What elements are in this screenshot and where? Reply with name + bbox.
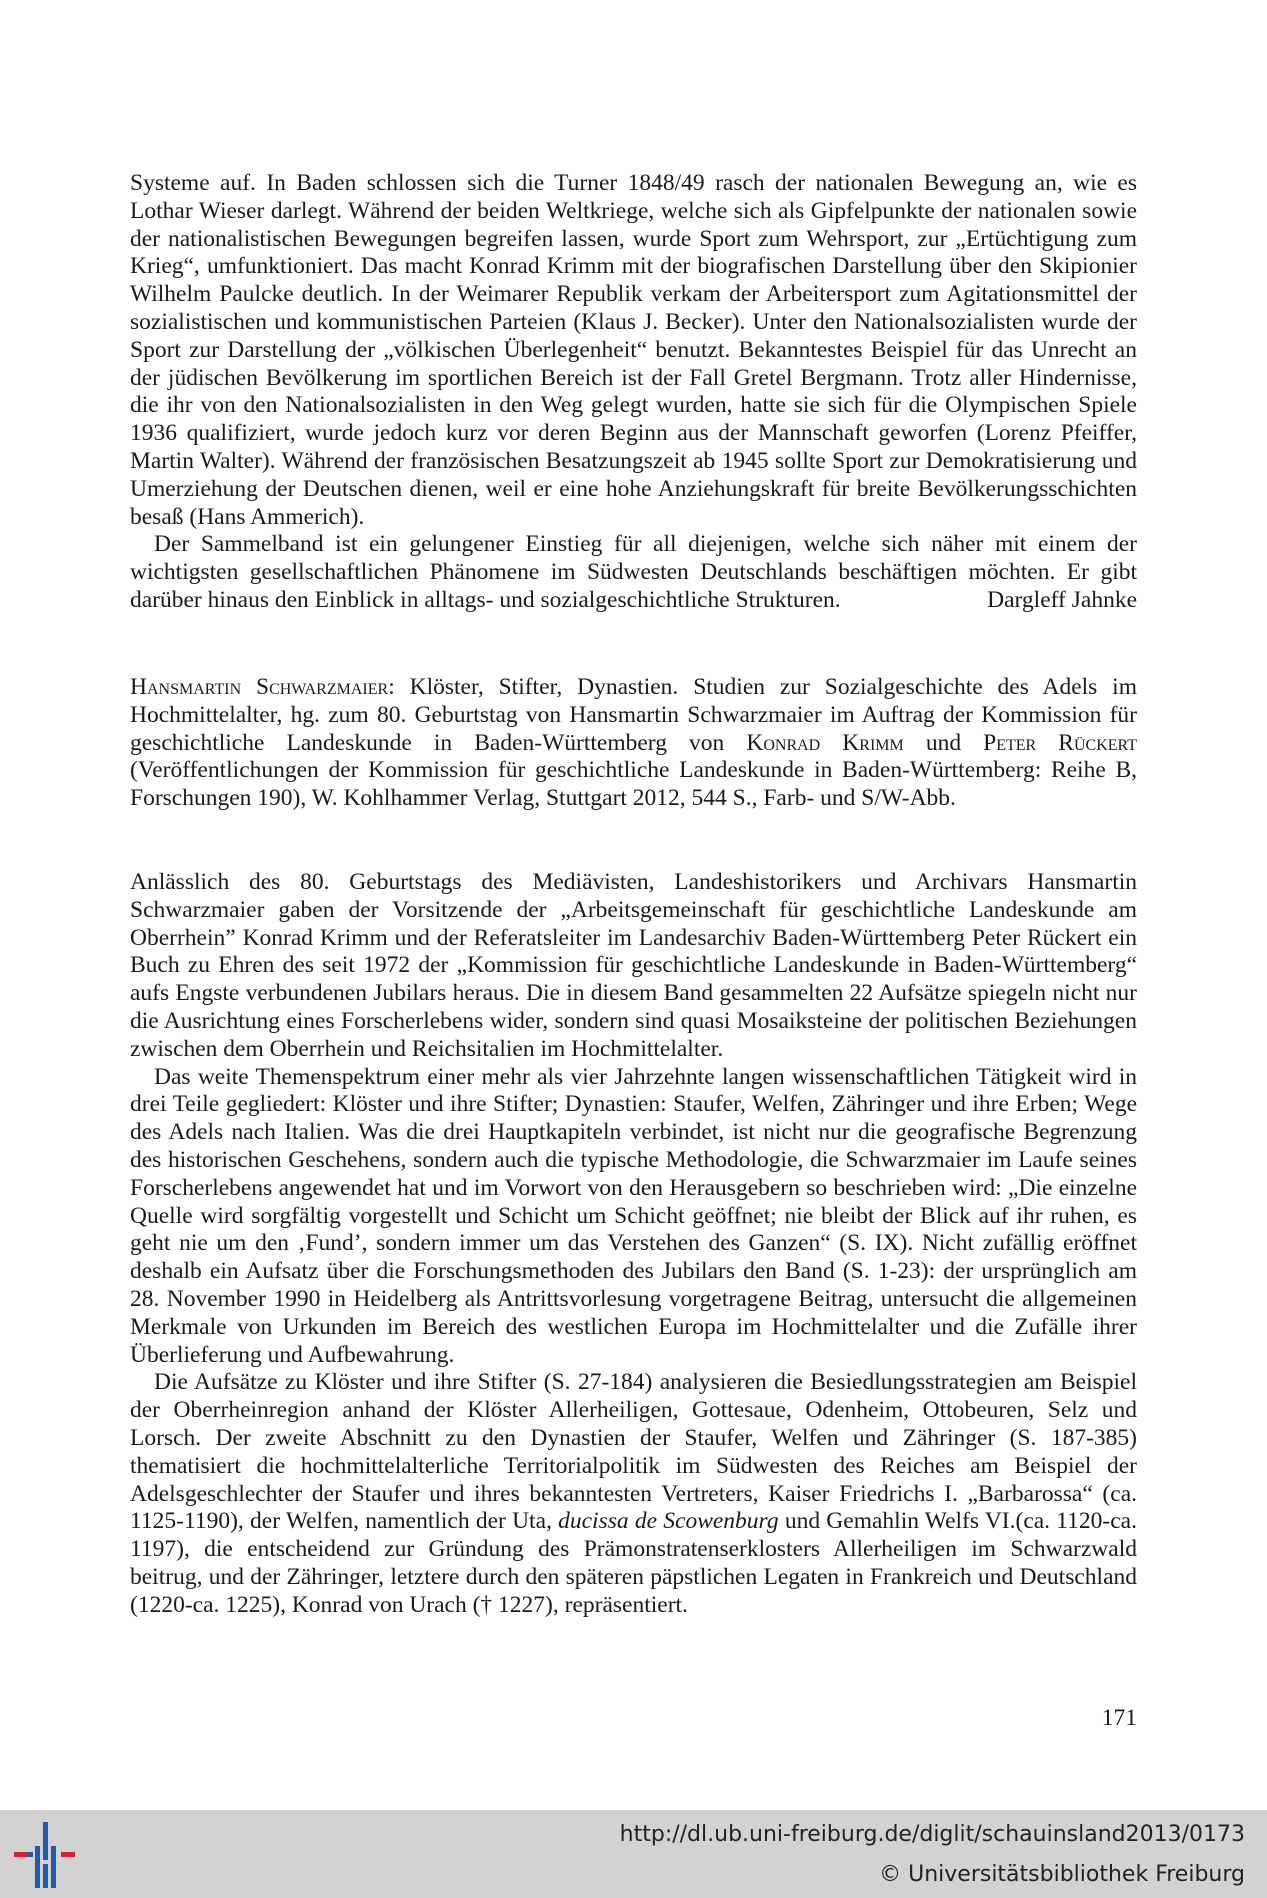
review-1-paragraph-2 <box>130 531 1137 614</box>
review-2-body <box>130 869 1137 1620</box>
review-2-paragraph-3 <box>130 1369 1137 1619</box>
permalink-url[interactable]: http://dl.ub.uni-freiburg.de/diglit/schauinsland2013/0173 <box>619 1822 1245 1847</box>
review-1-paragraph-1: Systeme auf. In Baden schlossen sich die Turner 1848/49 rasch der nationalen Bewegung an, wie es Lothar Wieser darlegt. Während der beiden Weltkriege, welche sich als Gipfelpunkte der nationalen sowie der nationalistischen Bewegungen begreifen lassen, wurde Sport zum Wehrsport, zur „Ertüchtigung zum Krieg“, umfunktioniert. Das macht Konrad Krimm mit der biografischen Darstellung über den Skipionier Wilhelm Paulcke deutlich. In der Weimarer Republik verkam der Arbeitersport zum Agitationsmittel der sozialistischen und kommunistischen Parteien (Klaus J. Becker). Unter den Nationalsozialisten wurde der Sport zur Darstellung der „völkischen Überlegenheit“ benutzt. Bekanntestes Beispiel für das Unrecht an der jüdischen Bevölkerung im sportlichen Bereich ist der Fall Gretel Bergmann. Trotz aller Hindernisse, die ihr von den Nationalsozialisten in den Weg gelegt wurden, hatte sie sich für die Olympischen Spiele 1936 qualifiziert, wurde jedoch kurz vor deren Beginn aus der Mannschaft geworfen (Lorenz Pfeiffer, Martin Walter). Während der französischen Besatzungszeit ab 1945 sollte Sport zur Demokratisierung und Umerziehung der Deutschen dienen, weil er eine hohe Anziehungskraft für breite Bevölkerungsschichten besaß (Hans Ammerich). <box>130 170 1137 530</box>
review-2-paragraph-3-text-b: und Gemahlin Welfs VI.(ca. 1120-ca. 1197), die entscheidend zur Gründung des Prämonstratenserklosters Allerheiligen im Schwarzwald beitrug, und der Zähringer, letztere durch den späteren päpstlichen Legaten in Frankreich und Deutschland (1220-ca. 1225), Konrad von Urach († 1227), repräsentiert. <box>130 1508 1137 1618</box>
review-2-paragraph-3-text-a: Die Aufsätze zu Klöster und ihre Stifter (S. 27-184) analysieren die Besiedlungsstrategien am Beispiel der Oberrheinregion anhand der Klöster Allerheiligen, Gottesaue, Odenheim, Ottobeuren, Selz und Lorsch. Der zweite Abschnitt zu den Dynastien der Staufer, Welfen und Zähringer (S. 187-385) thematisiert die hochmittelalterliche Territorialpolitik im Südwesten des Reiches am Beispiel der Adelsgeschlechter der Staufer und ihres bekanntesten Vertreters, Kaiser Friedrichs I. „Barbarossa“ (ca. 1125-1190), der Welfen, namentlich der Uta, <box>130 1369 1137 1535</box>
review-1-signature: Dargleff Jahnke <box>987 586 1137 613</box>
review-1-body <box>130 170 1137 615</box>
library-logo-icon <box>14 1822 84 1888</box>
review-2-title-part2: (Veröffentlichungen der Kommission für geschichtliche Landeskunde in Baden-Württemberg: Reihe B, Forschungen 190), W. Kohlhammer Verlag, Stuttgart 2012, 544 S., Farb- und S/W-Abb. <box>130 757 1137 812</box>
copyright-notice: © Universitätsbibliothek Freiburg <box>879 1862 1245 1887</box>
review-1-paragraph-2-text: Der Sammelband ist ein gelungener Einstieg für all diejenigen, welche sich näher mit einem der wichtigsten gesellschaftlichen Phänomene im Südwesten Deutschlands beschäftigen möchten. Er gibt darüber hinaus den Einblick in alltags- und sozialgeschichtliche Strukturen. <box>130 531 1137 613</box>
review-2-editor-2: Peter Rückert <box>983 729 1138 756</box>
footer-band <box>0 1810 1267 1898</box>
review-2-and: und <box>903 729 984 756</box>
review-2-editor-1: Konrad Krimm <box>746 729 904 756</box>
review-2-paragraph-2: Das weite Themenspektrum einer mehr als vier Jahrzehnte langen wissenschaftlichen Tätigkeit wird in drei Teile gegliedert: Klöster und ihre Stifter; Dynastien: Staufer, Welfen, Zähringer und ihre Erben; Wege des Adels nach Italien. Was die drei Hauptkapiteln verbindet, ist nicht nur die geografische Begrenzung des historischen Geschehens, sondern auch die typische Methodologie, die Schwarzmaier im Laufe seines Forscherlebens angewendet hat und im Vorwort von den Herausgebern so beschrieben wird: „Die einzelne Quelle wird sorgfältig vorgestellt und Schicht um Schicht geöffnet; nie bleibt der Blick auf ihr ruhen, es geht nie um den ‚Fund’, sondern immer um das Verstehen des Ganzen“ (S. IX). Nicht zufällig eröffnet deshalb ein Aufsatz über die Forschungsmethoden des Jubilars den Band (S. 1-23): der ursprünglich am 28. November 1990 in Heidelberg als Antrittsvorlesung vorgetragene Beitrag, untersucht die allgemeinen Merkmale von Urkunden im Bereich des westlichen Europa im Hochmittelalter und die Zufälle ihrer Überlieferung und Aufbewahrung. <box>130 1063 1137 1368</box>
review-2-title-part1: : Klöster, Stifter, Dynastien. Studien zur Sozialgeschichte des Adels im Hochmittelalter, hg. zum 80. Geburtstag von Hansmartin Schwarzmaier im Auftrag der Kommission für geschichtliche Landeskunde in Baden-Württemberg von <box>130 674 1137 756</box>
review-2-paragraph-3-italic: ducissa de Scowenburg <box>558 1508 779 1535</box>
review-2-author: Hansmartin Schwarzmaier <box>130 674 389 700</box>
review-2-bibliographic-heading <box>130 674 1137 813</box>
review-2-paragraph-1: Anlässlich des 80. Geburtstags des Mediävisten, Landeshistorikers und Archivars Hansmartin Schwarzmaier gaben der Vorsitzende der „Arbeitsgemeinschaft für geschichtliche Landeskunde am Oberrhein” Konrad Krimm und der Referatsleiter im Landesarchiv Baden-Württemberg Peter Rückert ein Buch zu Ehren des seit 1972 der „Kommission für geschichtliche Landeskunde in Baden-Württemberg“ aufs Engste verbundenen Jubilars heraus. Die in diesem Band gesammelten 22 Aufsätze spiegeln nicht nur die Ausrichtung eines Forscherlebens wider, sondern sind quasi Mosaiksteine der politischen Beziehungen zwischen dem Oberrhein und Reichsitalien im Hochmittelalter. <box>130 869 1137 1062</box>
page-number: 171 <box>1101 1705 1137 1731</box>
